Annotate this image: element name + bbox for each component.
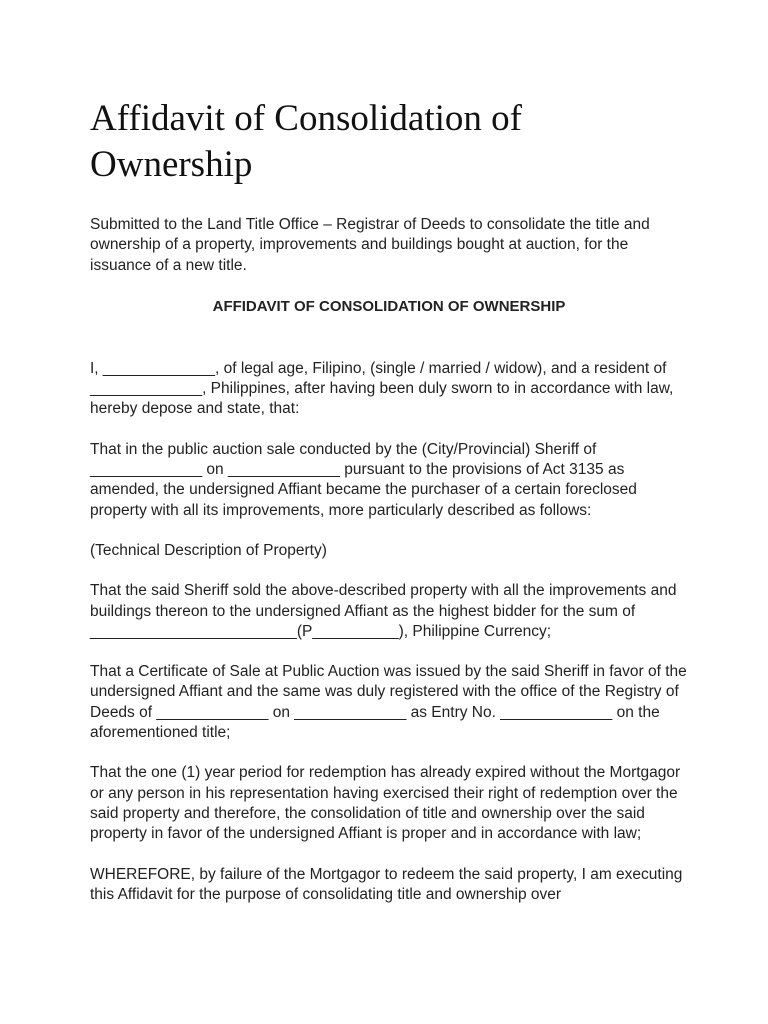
document-title: Affidavit of Consolidation of Ownership xyxy=(90,98,522,185)
paragraph-redemption-period: That the one (1) year period for redemption has already expired without the Mortgagor or any person in his representation having exercised their right of redemption over the said property and therefore, the consolidation of title and ownership over the said property in favor of the undersigned Affiant is proper and in accordance with law; xyxy=(90,764,681,843)
paragraph-wherefore: WHEREFORE, by failure of the Mortgagor to redeem the said property, I am executing this Affidavit for the purpose of consolidating title and ownership over xyxy=(90,865,683,903)
paragraph-technical-description: (Technical Description of Property) xyxy=(90,541,327,559)
paragraph-affiant-statement: I, _____________, of legal age, Filipino, (single / married / widow), and a resident of _____________, Philippines, after having been duly sworn to in accordance with law, hereby depose and state, that: xyxy=(90,359,674,418)
paragraph-certificate-of-sale: That a Certificate of Sale at Public Auction was issued by the said Sheriff in favor of the undersigned Affiant and the same was duly registered with the office of the Registry of Deeds of _____________ on _____________ as Entry No. _____________ on the aforementioned title; xyxy=(90,663,687,742)
document-subtitle: Submitted to the Land Title Office – Registrar of Deeds to consolidate the title and ownership of a property, improvements and buildings bought at auction, for the issuance of a new title. xyxy=(90,216,650,274)
paragraph-auction-sale: That in the public auction sale conducted by the (City/Provincial) Sheriff of _____________ on _____________ pursuant to the provisions of Act 3135 as amended, the undersigned Affiant became the purchaser of a certain foreclosed property with all its improvements, more particularly described as follows: xyxy=(90,440,637,519)
paragraph-sale-price: That the said Sheriff sold the above-described property with all the improvements and buildings thereon to the undersigned Affiant as the highest bidder for the sum of ________________________(P__________), Philippine Currency; xyxy=(90,582,677,640)
affidavit-heading: AFFIDAVIT OF CONSOLIDATION OF OWNERSHIP xyxy=(212,297,566,315)
